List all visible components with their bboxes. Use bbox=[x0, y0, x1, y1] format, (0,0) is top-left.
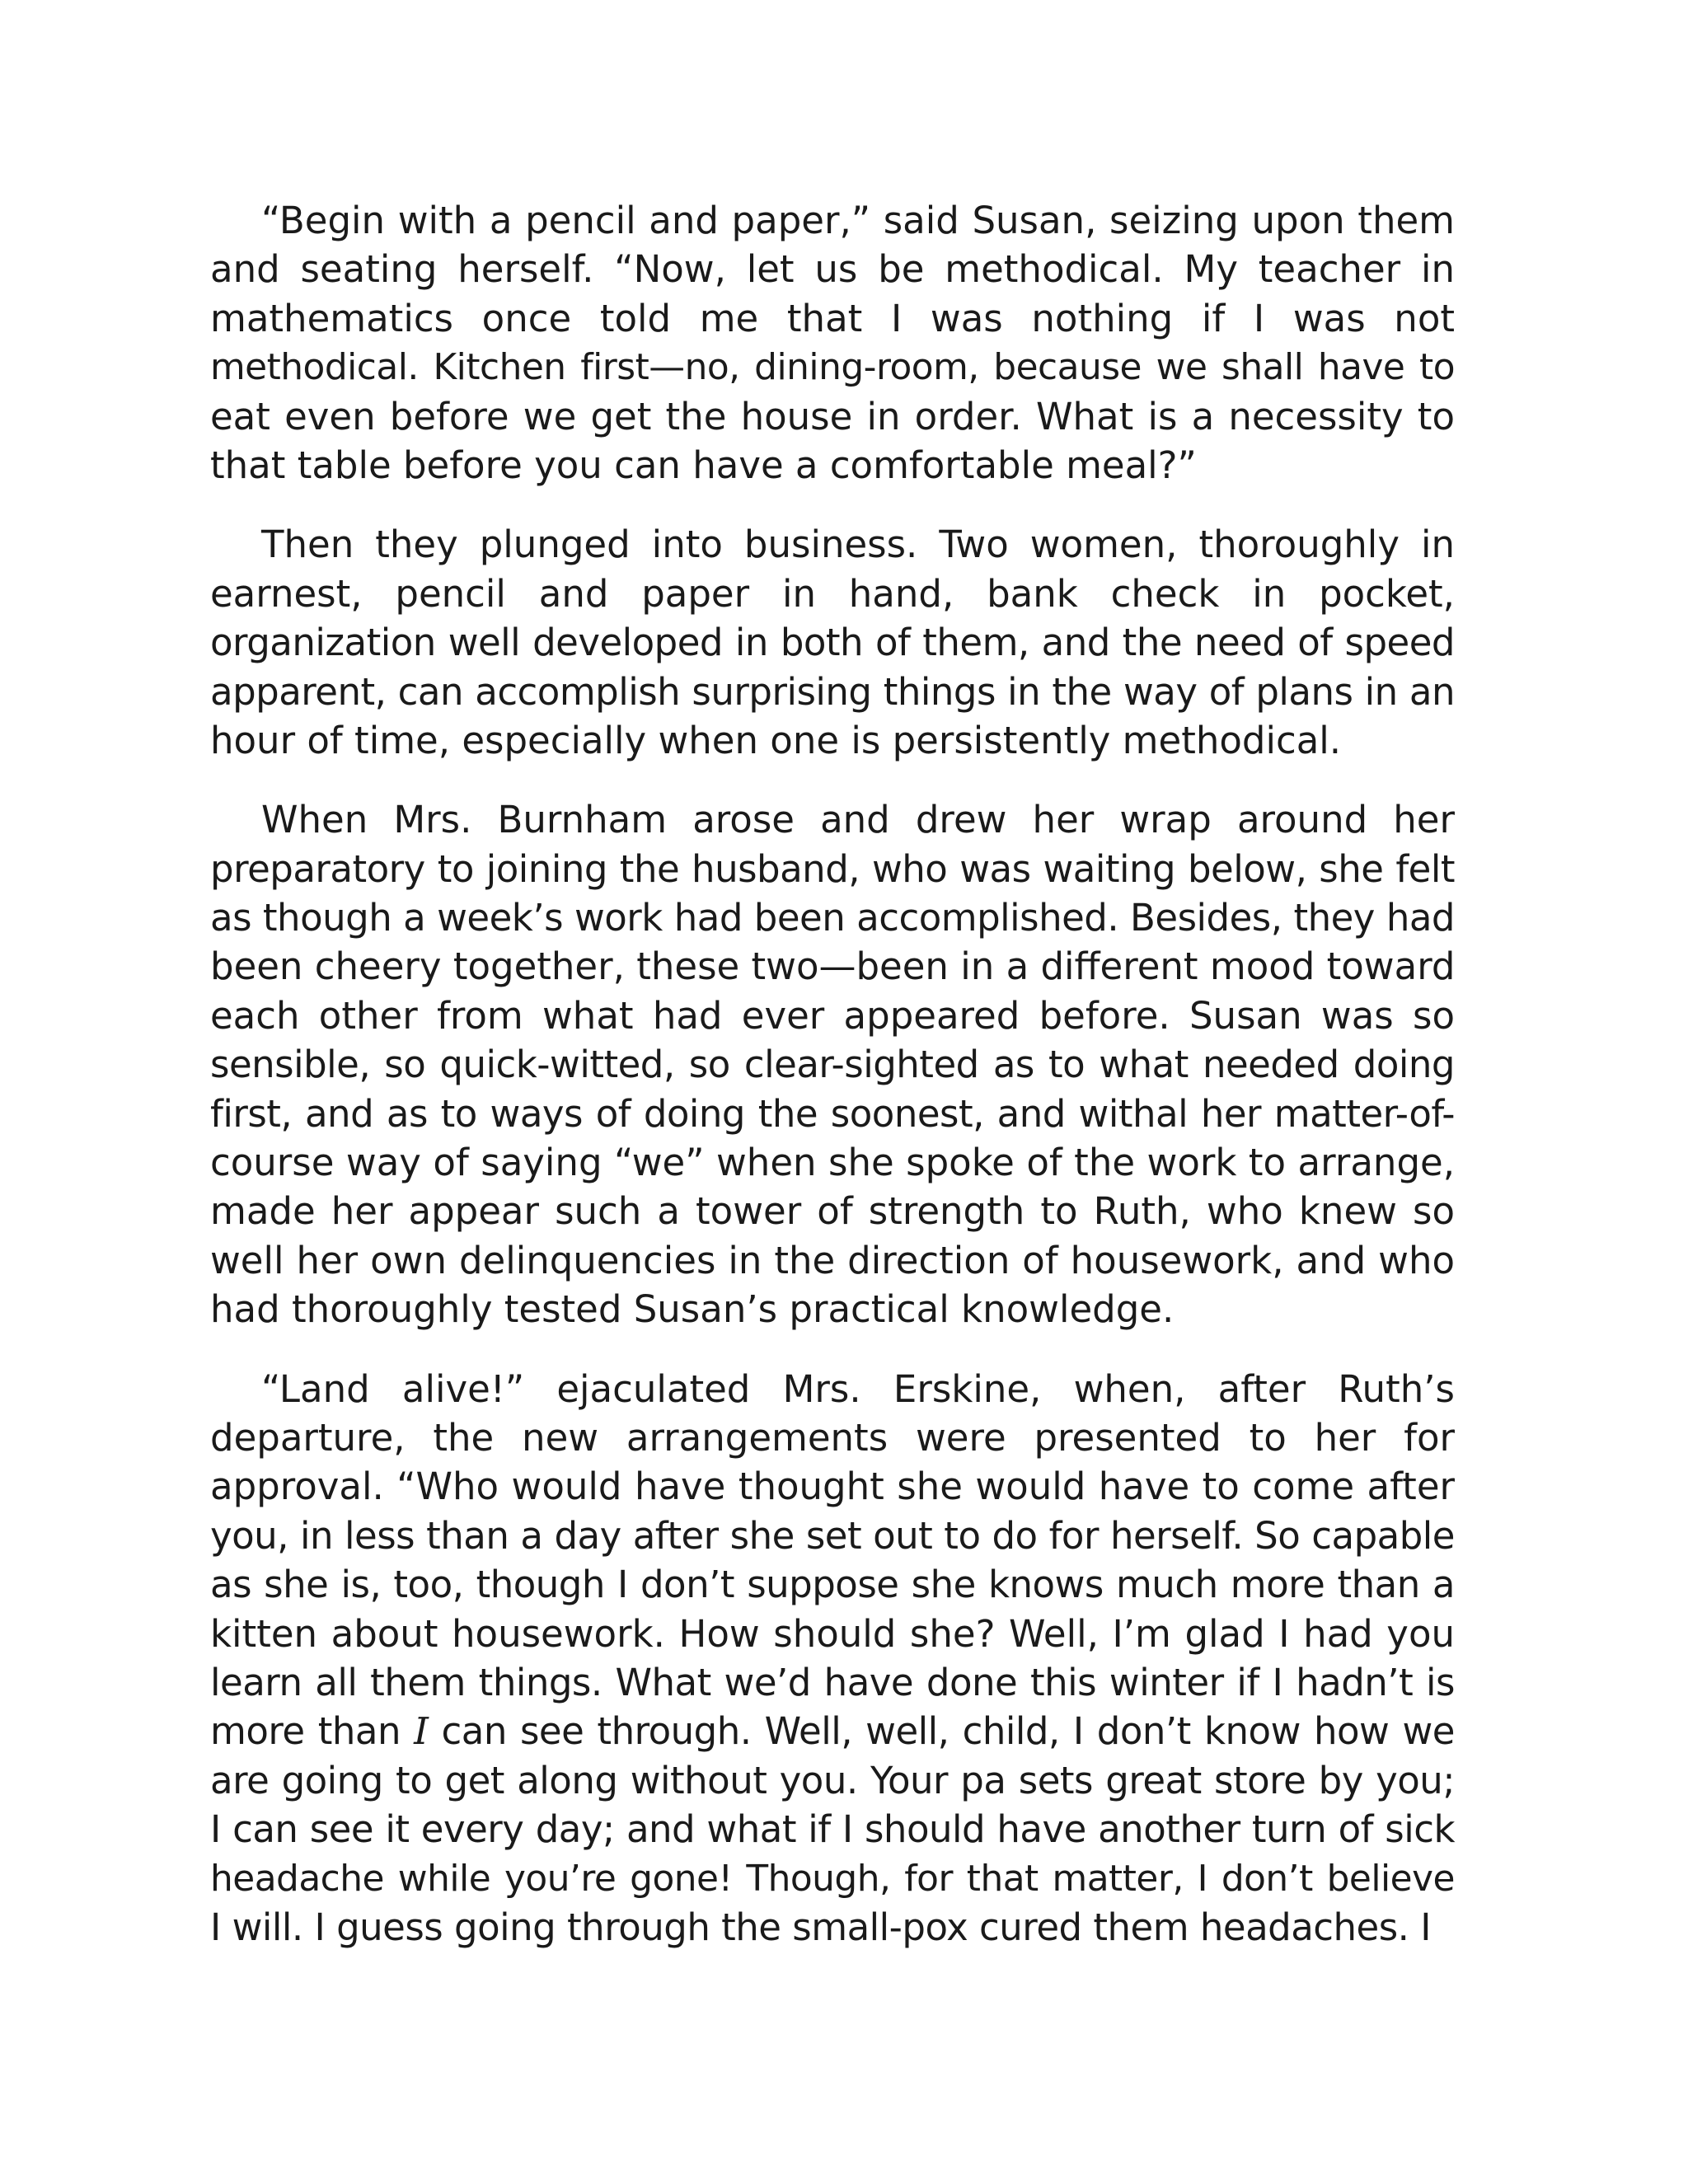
text-line: I will. I guess going through the small-pox cured them headaches. I bbox=[210, 1905, 1432, 1949]
text-line: well her own delinquencies in the direction of housework, and who bbox=[210, 1238, 1455, 1282]
text-line: as she is, too, though I don’t suppose she knows much more than a bbox=[210, 1563, 1455, 1607]
text-line: preparatory to joining the husband, who was waiting below, she felt bbox=[210, 846, 1455, 891]
text-line: departure, the new arrangements were presented to her for bbox=[210, 1415, 1455, 1460]
text-line: Then they plunged into business. Two women, thoroughly in bbox=[261, 523, 1455, 567]
body-text bbox=[210, 196, 1455, 1952]
text-line: When Mrs. Burnham arose and drew her wrap around her bbox=[261, 798, 1455, 842]
text-line: made her appear such a tower of strength to Ruth, who knew so bbox=[210, 1189, 1455, 1234]
text-line: that table before you can have a comfortable meal?” bbox=[210, 443, 1197, 487]
paragraph bbox=[210, 1365, 1455, 1952]
text-line: eat even before we get the house in order. What is a necessity to bbox=[210, 394, 1455, 438]
text-line: methodical. Kitchen first—no, dining-room, because we shall have to bbox=[210, 346, 1455, 389]
text-line: apparent, can accomplish surprising things in the way of plans in an bbox=[210, 669, 1455, 714]
text-line bbox=[210, 1707, 1455, 1755]
text-segment: more than bbox=[210, 1709, 415, 1754]
text-line: kitten about housework. How should she? Well, I’m glad I had you bbox=[210, 1611, 1455, 1656]
text-segment: can see through. Well, well, child, I don’t know how we bbox=[428, 1709, 1455, 1754]
paragraph bbox=[210, 795, 1455, 1333]
italic-emphasis: I bbox=[414, 1709, 429, 1754]
text-line: mathematics once told me that I was nothing if I was not bbox=[210, 296, 1455, 340]
text-line: organization well developed in both of them, and the need of speed bbox=[210, 621, 1455, 665]
paragraph bbox=[210, 520, 1455, 765]
text-line: first, and as to ways of doing the soonest, and withal her matter-of- bbox=[210, 1091, 1455, 1136]
text-line: as though a week’s work had been accomplished. Besides, they had bbox=[210, 896, 1455, 940]
text-line: had thoroughly tested Susan’s practical knowledge. bbox=[210, 1287, 1175, 1332]
text-line: learn all them things. What we’d have done this winter if I hadn’t is bbox=[210, 1660, 1455, 1704]
paragraph bbox=[210, 196, 1455, 490]
text-line: you, in less than a day after she set out to do for herself. So capable bbox=[210, 1513, 1455, 1558]
text-line: and seating herself. “Now, let us be methodical. My teacher in bbox=[210, 247, 1455, 292]
text-line: “Begin with a pencil and paper,” said Susan, seizing upon them bbox=[261, 199, 1455, 242]
text-line: are going to get along without you. Your pa sets great store by you; bbox=[210, 1758, 1455, 1802]
text-line: sensible, so quick-witted, so clear-sighted as to what needed doing bbox=[210, 1043, 1455, 1087]
text-line: “Land alive!” ejaculated Mrs. Erskine, when, after Ruth’s bbox=[261, 1366, 1455, 1411]
text-line: headache while you’re gone! Though, for that matter, I don’t believe bbox=[210, 1857, 1455, 1900]
text-line: approval. “Who would have thought she would have to come after bbox=[210, 1465, 1455, 1509]
text-line: I can see it every day; and what if I should have another turn of sick bbox=[210, 1807, 1455, 1852]
text-line: earnest, pencil and paper in hand, bank check in pocket, bbox=[210, 571, 1455, 616]
text-line: been cheery together, these two—been in a different mood toward bbox=[210, 944, 1456, 989]
text-line: hour of time, especially when one is persistently methodical. bbox=[210, 718, 1342, 762]
text-line: each other from what had ever appeared before. Susan was so bbox=[210, 993, 1455, 1038]
text-line: course way of saying “we” when she spoke of the work to arrange, bbox=[210, 1141, 1455, 1185]
